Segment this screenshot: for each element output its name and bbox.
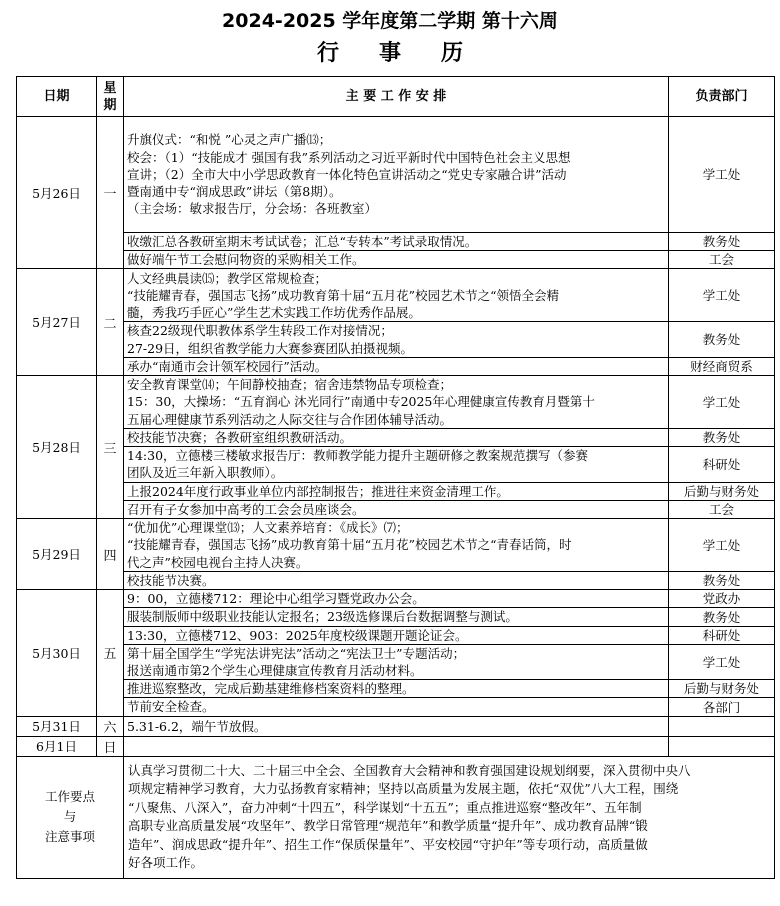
notes-line: “八聚焦、八深入”，奋力冲刺“十四五”，科学谋划“十五五”；重点推进巡察“整改年”、五年制 <box>128 799 642 815</box>
task-line: 报送南通市第2个学生心理健康宣传教育月活动材料。 <box>127 663 423 679</box>
day-weekday: 一 <box>97 117 124 269</box>
task-cell <box>124 357 669 375</box>
task-cell <box>124 482 669 500</box>
dept-cell: 教务处 <box>669 429 775 447</box>
task-line: 14:30，立德楼三楼敏求报告厅：教师教学能力提升主题研修之教案规范撰写（参赛 <box>127 448 589 464</box>
task-cell <box>124 698 669 716</box>
dept-cell: 教务处 <box>669 608 775 626</box>
dept-cell: 学工处 <box>669 376 775 429</box>
table-row <box>17 233 775 251</box>
day-weekday: 六 <box>97 716 124 736</box>
task-line: 团队及近三年新入职教师）。 <box>127 465 284 481</box>
task-line: 15：30，大操场：“五育润心 沐光同行”南通中专2025年心理健康宣传教育月暨第十 <box>127 394 595 410</box>
dept-cell: 学工处 <box>669 644 775 679</box>
task-line: 推进巡察整改，完成后勤基建维修档案资料的整理。 <box>127 681 415 697</box>
task-line: 承办“南通市会计领军校园行”活动。 <box>127 358 328 374</box>
day-date: 5月29日 <box>17 519 97 590</box>
task-cell <box>124 322 669 357</box>
dept-cell: 各部门 <box>669 698 775 716</box>
task-cell <box>124 736 669 756</box>
table-row <box>17 716 775 736</box>
notes-line: 项规定精神学习教育，大力弘扬教育家精神；坚持以高质量为发展主题，依托“双优”八大工程，围绕 <box>128 781 679 797</box>
schedule-title: 2024-2025 学年度第二学期 第十六周 <box>222 10 558 32</box>
day-date: 5月27日 <box>17 269 97 376</box>
dept-cell: 工会 <box>669 251 775 269</box>
dept-cell: 教务处 <box>669 233 775 251</box>
task-line: 安全教育课堂⒁；午间静校抽查；宿舍违禁物品专项检查； <box>127 377 453 393</box>
dept-cell: 党政办 <box>669 590 775 608</box>
table-row <box>17 590 775 608</box>
notes-label-line: 与 <box>63 809 77 825</box>
task-cell <box>124 572 669 590</box>
task-line: 13:30，立德楼712、903：2025年度校级课题开题论证会。 <box>127 627 468 643</box>
table-row <box>17 357 775 375</box>
day-date: 6月1日 <box>17 736 97 756</box>
day-date: 5月30日 <box>17 590 97 716</box>
dept-cell: 科研处 <box>669 626 775 644</box>
notes-line: 认真学习贯彻二十大、二十届三中全会、全国教育大会精神和教育强国建设规划纲要，深入贯彻中央八 <box>128 762 691 778</box>
table-row <box>17 429 775 447</box>
task-line: 人文经典晨读⒂；教学区常规检查； <box>127 270 328 286</box>
task-line: 暨南通中专“润成思政”讲坛（第8期）。 <box>127 184 342 200</box>
table-row <box>17 736 775 756</box>
task-cell <box>124 251 669 269</box>
task-line: 服装制版师中级职业技能认定报名；23级选修课后台数据调整与测试。 <box>127 609 518 625</box>
notes-label-line: 工作要点 <box>44 789 95 805</box>
day-weekday: 四 <box>97 519 124 590</box>
table-row <box>17 482 775 500</box>
task-cell <box>124 716 669 736</box>
dept-cell <box>669 736 775 756</box>
dept-cell: 后勤与财务处 <box>669 482 775 500</box>
task-line: 收缴汇总各教研室期末考试试卷；汇总“专转本”考试录取情况。 <box>127 234 478 249</box>
task-line: 节前安全检查。 <box>127 699 215 715</box>
day-weekday: 三 <box>97 376 124 519</box>
task-line: 做好端午节工会慰问物资的采购相关工作。 <box>127 252 365 268</box>
notes-row <box>17 756 775 878</box>
task-line: 升旗仪式：“和悦 ”心灵之声广播⒀； <box>127 132 332 148</box>
table-row <box>17 519 775 572</box>
dept-cell: 学工处 <box>669 269 775 322</box>
task-cell <box>124 644 669 679</box>
task-cell <box>124 680 669 698</box>
task-line: “技能耀青春，强国志飞扬”成功教育第十届“五月花”校园艺术节之“青春话筒，时 <box>127 537 572 553</box>
task-line: “优加优”心理课堂⒀；人文素养培育：《成长》⑺； <box>127 520 409 536</box>
notes-label <box>17 756 124 878</box>
table-row <box>17 376 775 429</box>
task-line: 代之声”校园电视台主持人决赛。 <box>127 554 309 570</box>
dept-cell: 教务处 <box>669 572 775 590</box>
notes-line: 好各项工作。 <box>128 855 204 871</box>
task-line: 校会：（1）“技能成才 强国有我”系列活动之习近平新时代中国特色社会主义思想 <box>127 149 571 165</box>
col-header-dept: 负责部门 <box>669 77 775 117</box>
notes-line: 高职专业高质量发展“攻坚年”、教学日常管理“规范年”和教学质量“提升年”、成功教育品牌“锻 <box>128 818 648 834</box>
task-cell <box>124 447 669 482</box>
task-cell <box>124 429 669 447</box>
table-row <box>17 500 775 518</box>
task-line: 五届心理健康节系列活动之人际交往与合作团体辅导活动。 <box>127 411 453 427</box>
task-line: 召开有子女参加中高考的工会会员座谈会。 <box>127 501 365 517</box>
col-header-tasks: 主 要 工 作 安 排 <box>124 77 669 117</box>
task-line: “技能耀青春，强国志飞扬”成功教育第十届“五月花”校园艺术节之“领悟全会精 <box>127 287 559 303</box>
task-cell <box>124 519 669 572</box>
dept-cell: 学工处 <box>669 519 775 572</box>
task-cell <box>124 500 669 518</box>
task-line: 宣讲；（2）全市大中小学思政教育一体化特色宣讲活动之“党史专家融合讲”活动 <box>127 166 567 182</box>
task-cell <box>124 376 669 429</box>
task-line: 27-29日，组织省教学能力大赛参赛团队拍摄视频。 <box>127 340 414 356</box>
task-cell <box>124 269 669 322</box>
task-cell <box>124 626 669 644</box>
col-header-date: 日期 <box>17 77 97 117</box>
task-line: 核查22级现代职教体系学生转段工作对接情况； <box>127 323 393 339</box>
col-header-weekday: 星 期 <box>97 77 124 117</box>
dept-cell: 工会 <box>669 500 775 518</box>
day-weekday: 日 <box>97 736 124 756</box>
day-weekday: 二 <box>97 269 124 376</box>
task-line: 9：00，立德楼712：理论中心组学习暨党政办公会。 <box>127 591 425 607</box>
task-line: 校技能节决赛；各教研室组织教研活动。 <box>127 430 353 446</box>
table-row <box>17 447 775 482</box>
task-cell <box>124 608 669 626</box>
task-line: 上报2024年度行政事业单位内部控制报告；推进往来资金清理工作。 <box>127 483 509 499</box>
table-row <box>17 117 775 233</box>
task-line: 第十届全国学生“学宪法讲宪法”活动之“宪法卫士”专题活动； <box>127 645 466 661</box>
task-cell <box>124 233 669 251</box>
table-row <box>17 680 775 698</box>
schedule-table <box>16 76 775 879</box>
task-cell <box>124 590 669 608</box>
schedule-subtitle: 行事历 <box>316 41 503 66</box>
table-row <box>17 572 775 590</box>
table-row <box>17 322 775 357</box>
day-date: 5月28日 <box>17 376 97 519</box>
notes-text <box>124 756 775 878</box>
day-date: 5月31日 <box>17 716 97 736</box>
dept-cell <box>669 716 775 736</box>
table-row <box>17 698 775 716</box>
dept-cell: 教务处 <box>669 322 775 357</box>
table-row <box>17 626 775 644</box>
task-cell <box>124 117 669 233</box>
table-row <box>17 644 775 679</box>
task-line: （主会场：敏求报告厅，分会场：各班教室） <box>127 201 378 217</box>
notes-label-line: 注意事项 <box>44 829 95 845</box>
table-header-row <box>17 77 775 117</box>
table-row <box>17 269 775 322</box>
task-line: 校技能节决赛。 <box>127 573 215 589</box>
notes-line: 造年”、润成思政“提升年”、招生工作“保质保量年”、平安校园“守护年”等专项行动，高质量做 <box>128 836 648 852</box>
table-row <box>17 608 775 626</box>
dept-cell: 后勤与财务处 <box>669 680 775 698</box>
schedule-body <box>17 117 775 879</box>
task-line: 髓，秀我巧手匠心”学生艺术实践工作坊优秀作品展。 <box>127 305 421 320</box>
table-row <box>17 251 775 269</box>
dept-cell: 科研处 <box>669 447 775 482</box>
day-date: 5月26日 <box>17 117 97 269</box>
day-weekday: 五 <box>97 590 124 716</box>
dept-cell: 财经商贸系 <box>669 357 775 375</box>
dept-cell: 学工处 <box>669 117 775 233</box>
task-line: 5.31-6.2，端午节放假。 <box>127 718 267 734</box>
